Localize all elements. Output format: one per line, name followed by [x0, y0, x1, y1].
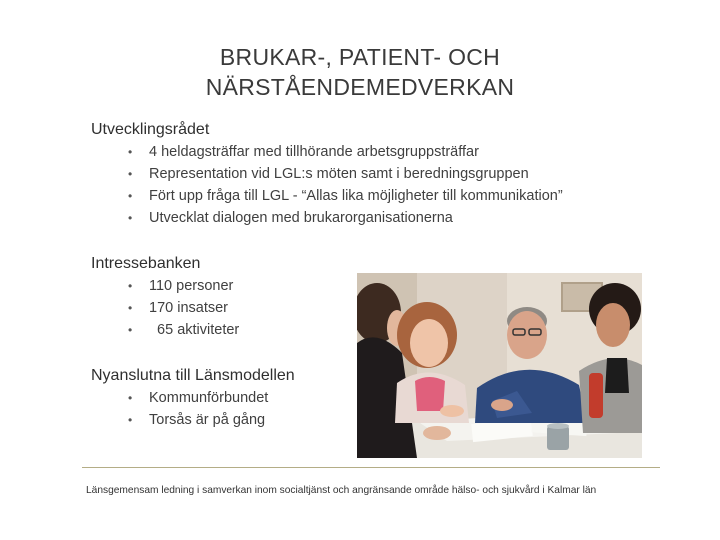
bullet-item	[91, 409, 295, 431]
meeting-photo	[357, 273, 642, 458]
bullet-dot: •	[128, 167, 133, 181]
bullet-item	[91, 387, 295, 409]
footer-text: Länsgemensam ledning i samverkan inom socialtjänst och angränsande område hälso- och sjukvård i Kalmar län	[86, 485, 597, 496]
section-heading: Intressebanken	[91, 255, 201, 272]
meeting-photo-illustration	[357, 273, 642, 458]
bullet-dot: •	[128, 391, 133, 405]
section-intressebanken	[91, 253, 239, 341]
section-nyanslutna	[91, 365, 295, 431]
bullet-dot: •	[128, 189, 133, 203]
bullet-dot: •	[128, 413, 133, 427]
bullet-item	[91, 141, 563, 163]
bullet-text: Kommunförbundet	[149, 390, 269, 406]
bullet-text: Fört upp fråga till LGL - “Allas lika möjligheter till kommunikation”	[149, 188, 563, 204]
section-heading: Nyanslutna till Länsmodellen	[91, 367, 295, 384]
bullet-text: 110 personer	[149, 278, 234, 294]
footer-divider	[82, 467, 660, 468]
section-utvecklingsradet	[91, 119, 563, 229]
bullet-dot: •	[128, 323, 133, 337]
bullet-list	[91, 141, 563, 229]
bullet-item	[91, 319, 239, 341]
title-line-2: NÄRSTÅENDEMEDVERKAN	[205, 74, 515, 100]
bullet-text: 4 heldagsträffar med tillhörande arbetsgruppsträffar	[149, 144, 479, 160]
bullet-text: Utvecklat dialogen med brukarorganisationerna	[149, 210, 453, 226]
bullet-dot: •	[128, 301, 133, 315]
bullet-item	[91, 185, 563, 207]
slide-title	[150, 42, 570, 102]
bullet-dot: •	[128, 145, 133, 159]
bullet-text: 170 insatser	[149, 300, 228, 316]
bullet-item	[91, 207, 563, 229]
title-line-1: BRUKAR-, PATIENT- OCH	[219, 44, 501, 70]
bullet-list	[91, 275, 239, 341]
bullet-text: Torsås är på gång	[149, 412, 266, 428]
bullet-item	[91, 275, 239, 297]
bullet-item	[91, 163, 563, 185]
bullet-item	[91, 297, 239, 319]
bullet-list	[91, 387, 295, 431]
bullet-dot: •	[128, 279, 133, 293]
bullet-dot: •	[128, 211, 133, 225]
bullet-text: 65 aktiviteter	[149, 322, 240, 338]
section-heading: Utvecklingsrådet	[91, 121, 210, 138]
bullet-text: Representation vid LGL:s möten samt i beredningsgruppen	[149, 166, 529, 182]
